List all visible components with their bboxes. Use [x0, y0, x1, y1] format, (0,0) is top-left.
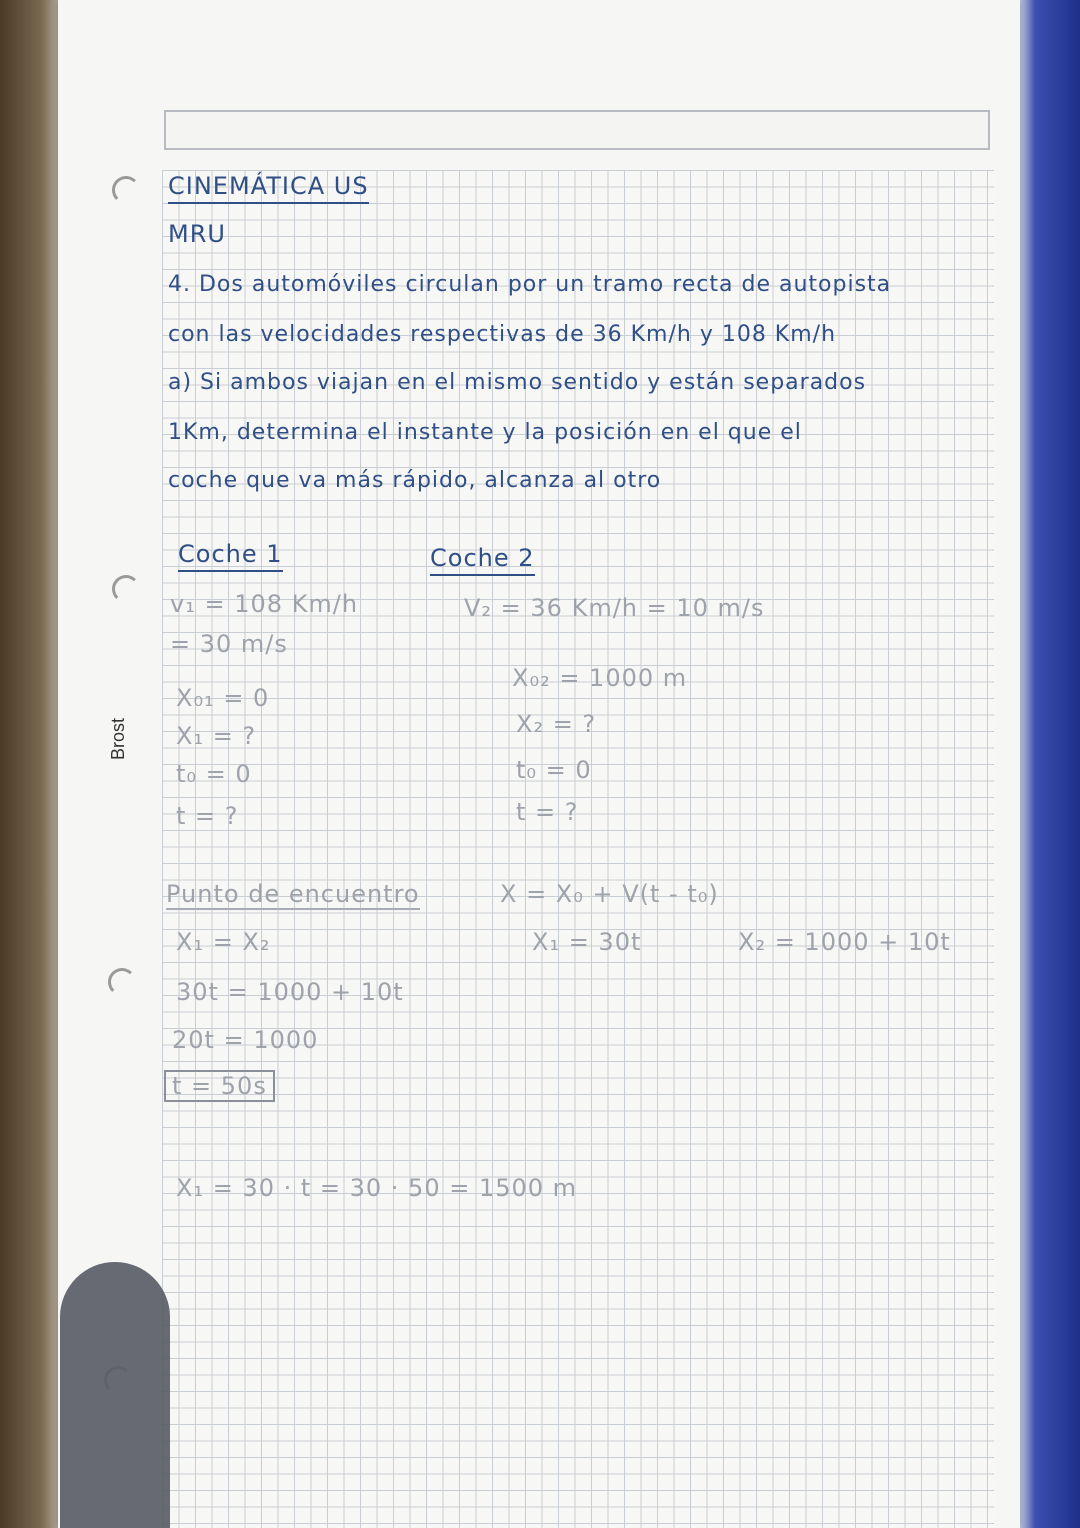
brand-label: Brost [108, 717, 128, 760]
page-subtitle: MRU [168, 220, 226, 248]
coche2-t0: t₀ = 0 [516, 756, 592, 784]
page-title: CINEMÁTICA US [168, 172, 369, 200]
finger-shadow [60, 1262, 170, 1528]
problem-line: con las velocidades respectivas de 36 Km/h y 108 Km/h [168, 322, 837, 347]
coche2-t: t = ? [516, 798, 579, 826]
binder-hole-icon [112, 575, 140, 603]
binder-hole-icon [108, 968, 136, 996]
coche1-x1: X₁ = ? [176, 722, 257, 750]
problem-line: coche que va más rápido, alcanza al otro [168, 468, 662, 493]
equation-x2: X₂ = 1000 + 10t [738, 928, 951, 956]
equation-step-2: 20t = 1000 [172, 1026, 319, 1054]
problem-line: 1Km, determina el instante y la posición en el que el [168, 420, 802, 445]
encuentro-heading: Punto de encuentro [166, 880, 420, 908]
coche1-t: t = ? [176, 802, 239, 830]
coche1-x01: X₀₁ = 0 [176, 684, 270, 712]
coche2-heading: Coche 2 [430, 544, 535, 572]
result-position: X₁ = 30 · t = 30 · 50 = 1500 m [176, 1174, 578, 1202]
coche1-t0: t₀ = 0 [176, 760, 252, 788]
coche2-v2: V₂ = 36 Km/h = 10 m/s [464, 594, 765, 622]
binder-hole-icon [112, 176, 140, 204]
coche1-v1: v₁ = 108 Km/h [170, 590, 359, 618]
problem-line: 4. Dos automóviles circulan por un tramo recta de autopista [168, 272, 892, 297]
result-time: t = 50s [164, 1072, 275, 1100]
equation-step-1: 30t = 1000 + 10t [176, 978, 404, 1006]
position-formula: X = X₀ + V(t - t₀) [500, 880, 719, 908]
equation-x1: X₁ = 30t [532, 928, 642, 956]
coche2-x02: X₀₂ = 1000 m [512, 664, 688, 692]
equation-x1-equals-x2: X₁ = X₂ [176, 928, 271, 956]
coche2-x2: X₂ = ? [516, 710, 597, 738]
notebook-cover-right [1016, 0, 1080, 1528]
coche1-v1-converted: = 30 m/s [170, 630, 288, 658]
problem-line: a) Si ambos viajan en el mismo sentido y están separados [168, 370, 867, 395]
coche1-heading: Coche 1 [178, 540, 283, 568]
header-box [164, 110, 990, 150]
